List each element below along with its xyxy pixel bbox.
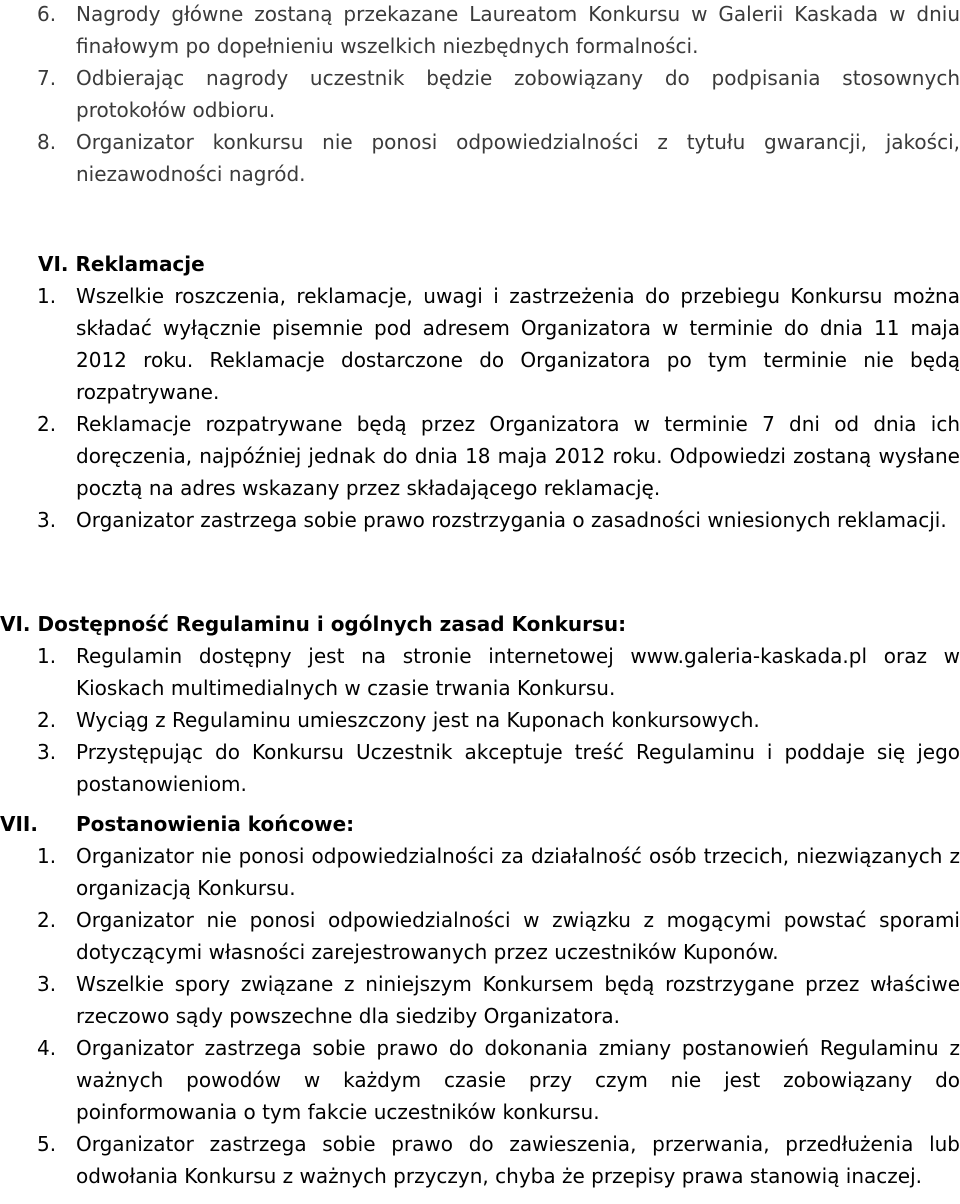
section-koncowe: [0, 808, 960, 1192]
item-text: Przystępując do Konkursu Uczestnik akceptuje treść Regulaminu i poddaje się jego postanowieniom.: [76, 740, 960, 796]
list-item: [0, 280, 960, 408]
item-number: 1.: [37, 284, 57, 308]
list-item: [0, 408, 960, 504]
heading-text: VI. Dostępność Regulaminu i ogólnych zasad Konkursu:: [0, 612, 627, 636]
item-number: 1.: [37, 844, 57, 868]
item-number: 4.: [37, 1036, 57, 1060]
list-item: [0, 1128, 960, 1192]
item-number: 7.: [37, 66, 57, 90]
item-text: Organizator nie ponosi odpowiedzialności za działalność osób trzecich, niezwiązanych z organizacją Konkursu.: [76, 844, 960, 900]
item-text: Odbierając nagrody uczestnik będzie zobowiązany do podpisania stosownych protokołów odbioru.: [76, 66, 960, 122]
item-number: 5.: [37, 1132, 57, 1156]
item-text: Wyciąg z Regulaminu umieszczony jest na Kuponach konkursowych.: [76, 708, 760, 732]
item-number: 6.: [37, 2, 57, 26]
item-text: Organizator nie ponosi odpowiedzialności w związku z mogącymi powstać sporami dotyczącymi własności zarejestrowanych przez uczestników Kuponów.: [76, 908, 960, 964]
item-text: Organizator konkursu nie ponosi odpowiedzialności z tytułu gwarancji, jakości, niezawodności nagród.: [76, 130, 960, 186]
list-item: [0, 840, 960, 904]
item-number: 2.: [37, 708, 57, 732]
section-heading: [0, 248, 960, 280]
item-number: 2.: [37, 412, 57, 436]
item-number: 8.: [37, 130, 57, 154]
item-number: 2.: [37, 908, 57, 932]
item-number: 3.: [37, 972, 57, 996]
list-item: [0, 1032, 960, 1128]
section-heading: [0, 808, 960, 840]
heading-text: Postanowienia końcowe:: [76, 812, 355, 836]
section-heading: [0, 608, 960, 640]
list-item: [0, 504, 960, 536]
list-item: [0, 126, 960, 190]
list-item: [0, 736, 960, 800]
item-number: 1.: [37, 644, 57, 668]
list-item: [0, 0, 960, 62]
heading-text: VI. Reklamacje: [38, 252, 205, 276]
list-item: [0, 62, 960, 126]
list-item: [0, 904, 960, 968]
item-text: Regulamin dostępny jest na stronie internetowej www.galeria-kaskada.pl oraz w Kioskach multimedialnych w czasie trwania Konkursu.: [76, 644, 960, 700]
section-dostepnosc: [0, 608, 960, 800]
list-item: [0, 968, 960, 1032]
list-item: [0, 640, 960, 704]
item-number: 3.: [37, 508, 57, 532]
section-reklamacje: [0, 248, 960, 536]
item-text: Organizator zastrzega sobie prawo do dokonania zmiany postanowień Regulaminu z ważnych powodów w każdym czasie przy czym nie jest zobowiązany do poinformowania o tym fakcie uczestników konkursu.: [76, 1036, 960, 1124]
item-text: Nagrody główne zostaną przekazane Laureatom Konkursu w Galerii Kaskada w dniu finałowym po dopełnieniu wszelkich niezbędnych formalności.: [76, 2, 960, 58]
item-text: Organizator zastrzega sobie prawo rozstrzygania o zasadności wniesionych reklamacji.: [76, 508, 947, 532]
list-item: [0, 704, 960, 736]
item-text: Wszelkie roszczenia, reklamacje, uwagi i zastrzeżenia do przebiegu Konkursu można składać wyłącznie pisemnie pod adresem Organizatora w terminie do dnia 11 maja 2012 roku. Reklamacje dostarczone do Organizatora po tym terminie nie będą rozpatrywane.: [76, 284, 960, 404]
intro-list: [0, 0, 960, 190]
item-text: Wszelkie spory związane z niniejszym Konkursem będą rozstrzygane przez właściwe rzeczowo sądy powszechne dla siedziby Organizatora.: [76, 972, 960, 1028]
item-text: Reklamacje rozpatrywane będą przez Organizatora w terminie 7 dni od dnia ich doręczenia, najpóźniej jednak do dnia 18 maja 2012 roku. Odpowiedzi zostaną wysłane pocztą na adres wskazany przez składającego reklamację.: [76, 412, 960, 500]
item-number: 3.: [37, 740, 57, 764]
item-text: Organizator zastrzega sobie prawo do zawieszenia, przerwania, przedłużenia lub odwołania Konkursu z ważnych przyczyn, chyba że przepisy prawa stanowią inaczej.: [76, 1132, 960, 1188]
heading-number: VII.: [0, 812, 38, 836]
